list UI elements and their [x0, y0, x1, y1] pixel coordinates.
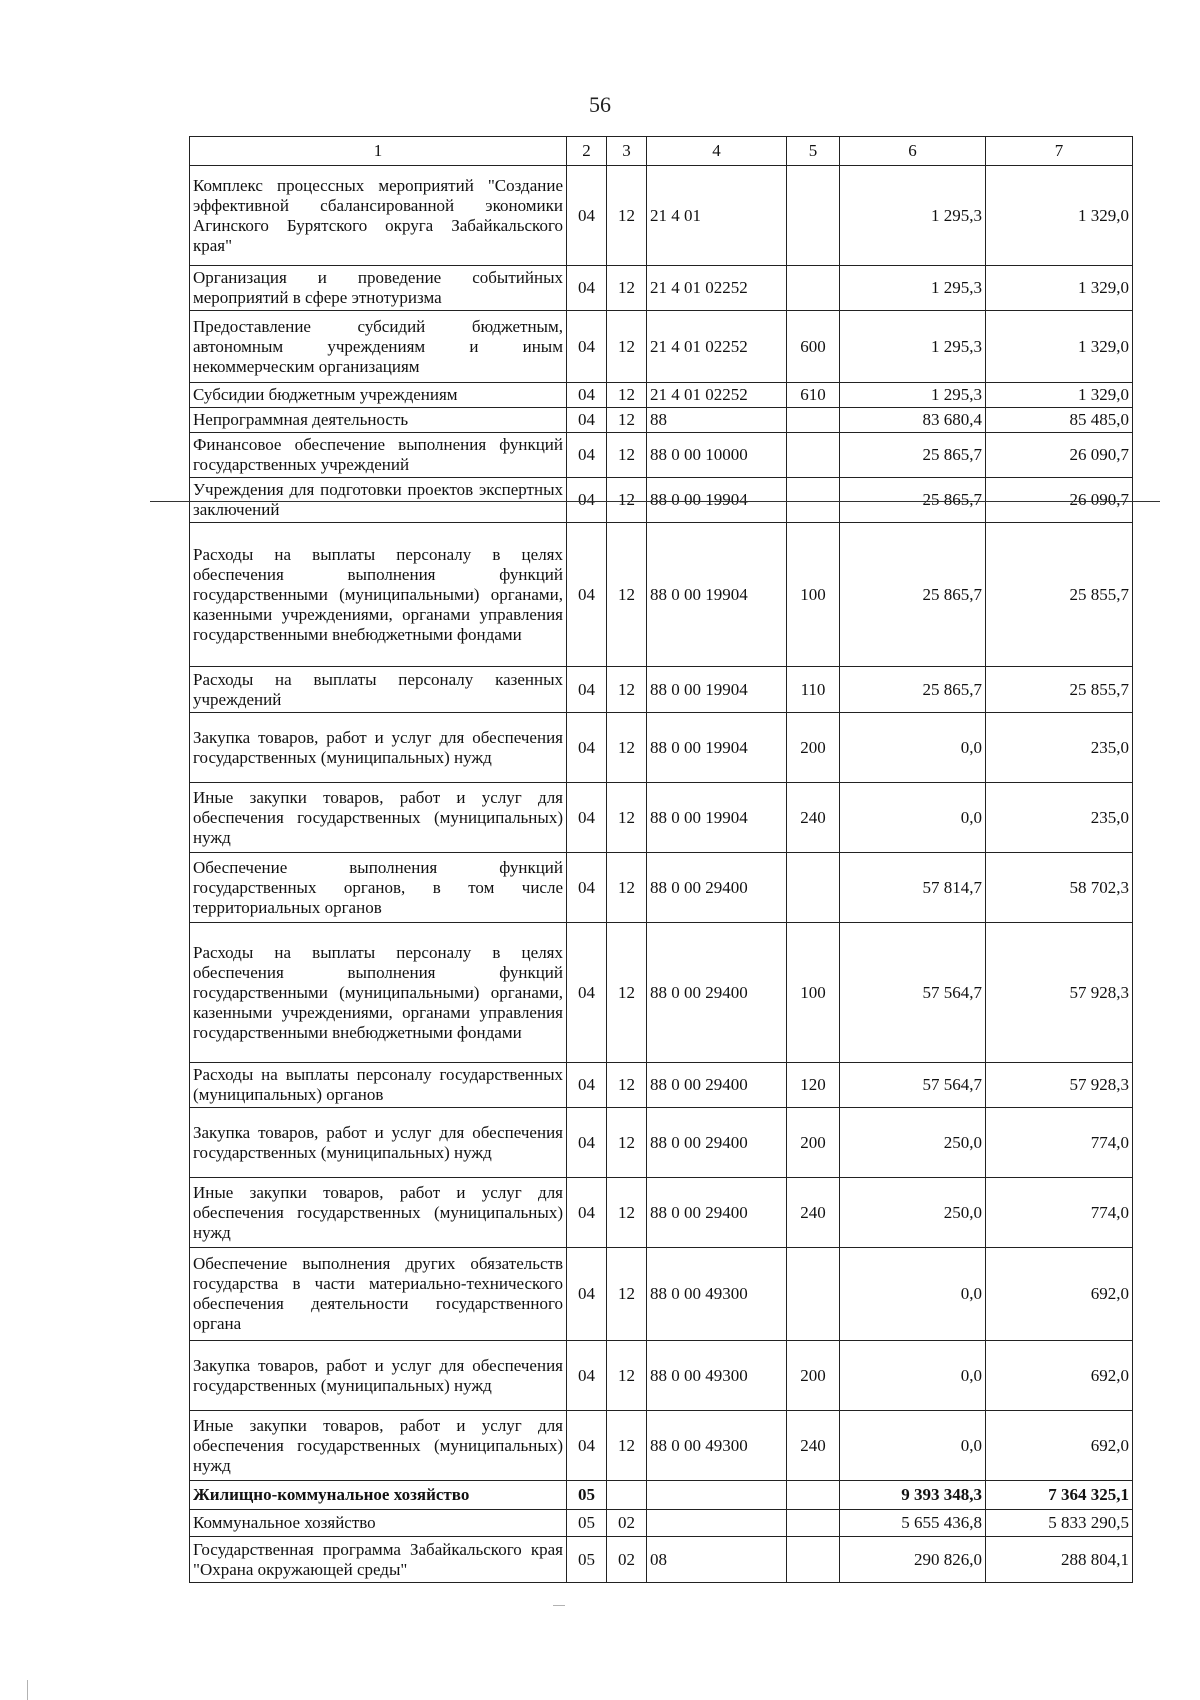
row-expense-type: 240 — [787, 1178, 840, 1248]
row-value-7: 57 928,3 — [986, 1063, 1133, 1108]
row-name: Иные закупки товаров, работ и услуг для обеспечения государственных (муниципальных) нужд — [190, 1411, 567, 1481]
row-value-6: 0,0 — [840, 1248, 986, 1341]
row-value-6: 25 865,7 — [840, 523, 986, 667]
row-target-article: 88 0 00 49300 — [647, 1341, 787, 1411]
row-value-6: 1 295,3 — [840, 266, 986, 311]
row-section: 04 — [567, 713, 607, 783]
row-value-7: 1 329,0 — [986, 311, 1133, 383]
row-subsection: 12 — [607, 1108, 647, 1178]
row-name: Расходы на выплаты персоналу в целях обеспечения выполнения функций государственными (муниципальными) органами, казенными учреждениями, органами управления государственными внебюджетными фондами — [190, 923, 567, 1063]
row-value-6: 25 865,7 — [840, 667, 986, 713]
row-expense-type — [787, 1481, 840, 1510]
row-value-7: 7 364 325,1 — [986, 1481, 1133, 1510]
row-expense-type — [787, 433, 840, 478]
row-name: Организация и проведение событийных мероприятий в сфере этнотуризма — [190, 266, 567, 311]
row-subsection: 12 — [607, 1178, 647, 1248]
row-target-article: 88 0 00 29400 — [647, 1108, 787, 1178]
row-section: 04 — [567, 923, 607, 1063]
row-expense-type: 240 — [787, 783, 840, 853]
row-section: 04 — [567, 667, 607, 713]
row-subsection: 12 — [607, 713, 647, 783]
column-header: 2 — [567, 137, 607, 166]
row-section: 04 — [567, 523, 607, 667]
row-subsection: 12 — [607, 923, 647, 1063]
row-value-6: 57 564,7 — [840, 923, 986, 1063]
row-value-6: 0,0 — [840, 713, 986, 783]
row-subsection: 12 — [607, 1248, 647, 1341]
table-row — [190, 266, 1133, 311]
row-name: Закупка товаров, работ и услуг для обеспечения государственных (муниципальных) нужд — [190, 1341, 567, 1411]
column-header: 4 — [647, 137, 787, 166]
row-target-article: 88 0 00 10000 — [647, 433, 787, 478]
table-row — [190, 853, 1133, 923]
row-value-7: 692,0 — [986, 1341, 1133, 1411]
row-name: Обеспечение выполнения функций государственных органов, в том числе территориальных органов — [190, 853, 567, 923]
column-header: 5 — [787, 137, 840, 166]
row-name: Расходы на выплаты персоналу в целях обеспечения выполнения функций государственными (муниципальными) органами, казенными учреждениями, органами управления государственными внебюджетными фондами — [190, 523, 567, 667]
row-value-6: 250,0 — [840, 1108, 986, 1178]
column-header: 1 — [190, 137, 567, 166]
row-subsection: 12 — [607, 523, 647, 667]
row-target-article: 88 0 00 29400 — [647, 923, 787, 1063]
row-value-6: 9 393 348,3 — [840, 1481, 986, 1510]
row-value-6: 0,0 — [840, 1341, 986, 1411]
row-subsection: 12 — [607, 408, 647, 433]
table-row — [190, 923, 1133, 1063]
row-section: 04 — [567, 1108, 607, 1178]
table-row — [190, 433, 1133, 478]
row-name: Комплекс процессных мероприятий "Создание эффективной сбалансированной экономики Агинского Бурятского округа Забайкальского края" — [190, 166, 567, 266]
row-subsection: 12 — [607, 1411, 647, 1481]
row-section: 04 — [567, 433, 607, 478]
row-expense-type: 610 — [787, 383, 840, 408]
row-value-7: 1 329,0 — [986, 383, 1133, 408]
row-value-6: 0,0 — [840, 1411, 986, 1481]
row-target-article: 88 — [647, 408, 787, 433]
row-name: Закупка товаров, работ и услуг для обеспечения государственных (муниципальных) нужд — [190, 1108, 567, 1178]
row-target-article: 88 0 00 49300 — [647, 1411, 787, 1481]
table-row — [190, 166, 1133, 266]
row-target-article: 88 0 00 19904 — [647, 713, 787, 783]
row-target-article: 88 0 00 19904 — [647, 783, 787, 853]
row-value-6: 1 295,3 — [840, 311, 986, 383]
row-expense-type: 240 — [787, 1411, 840, 1481]
row-value-6: 57 814,7 — [840, 853, 986, 923]
row-subsection: 12 — [607, 383, 647, 408]
row-subsection: 12 — [607, 783, 647, 853]
table-row — [190, 1178, 1133, 1248]
column-header: 7 — [986, 137, 1133, 166]
row-target-article: 21 4 01 02252 — [647, 383, 787, 408]
row-subsection: 12 — [607, 478, 647, 523]
row-name: Расходы на выплаты персоналу казенных учреждений — [190, 667, 567, 713]
row-target-article — [647, 1481, 787, 1510]
row-value-6: 83 680,4 — [840, 408, 986, 433]
row-value-7: 5 833 290,5 — [986, 1510, 1133, 1537]
row-target-article: 88 0 00 19904 — [647, 667, 787, 713]
row-subsection: 12 — [607, 433, 647, 478]
row-target-article: 88 0 00 29400 — [647, 1178, 787, 1248]
row-target-article: 88 0 00 29400 — [647, 1063, 787, 1108]
budget-table — [189, 136, 1133, 1583]
row-name: Государственная программа Забайкальского края "Охрана окружающей среды" — [190, 1537, 567, 1583]
row-value-7: 1 329,0 — [986, 266, 1133, 311]
table-row — [190, 1341, 1133, 1411]
table-row — [190, 783, 1133, 853]
table-row — [190, 311, 1133, 383]
row-value-7: 25 855,7 — [986, 667, 1133, 713]
row-target-article: 21 4 01 02252 — [647, 311, 787, 383]
row-expense-type: 100 — [787, 523, 840, 667]
row-value-7: 57 928,3 — [986, 923, 1133, 1063]
row-expense-type — [787, 266, 840, 311]
row-value-7: 58 702,3 — [986, 853, 1133, 923]
table-row — [190, 713, 1133, 783]
row-expense-type — [787, 853, 840, 923]
row-subsection: 12 — [607, 266, 647, 311]
row-name: Закупка товаров, работ и услуг для обеспечения государственных (муниципальных) нужд — [190, 713, 567, 783]
row-name: Коммунальное хозяйство — [190, 1510, 567, 1537]
row-section: 05 — [567, 1481, 607, 1510]
row-value-7: 26 090,7 — [986, 433, 1133, 478]
row-expense-type — [787, 1248, 840, 1341]
row-value-6: 290 826,0 — [840, 1537, 986, 1583]
row-value-7: 692,0 — [986, 1411, 1133, 1481]
row-value-7: 26 090,7 — [986, 478, 1133, 523]
row-expense-type: 100 — [787, 923, 840, 1063]
row-value-7: 85 485,0 — [986, 408, 1133, 433]
row-name: Финансовое обеспечение выполнения функций государственных учреждений — [190, 433, 567, 478]
row-section: 04 — [567, 853, 607, 923]
row-subsection: 12 — [607, 667, 647, 713]
row-subsection: 02 — [607, 1510, 647, 1537]
row-name: Непрограммная деятельность — [190, 408, 567, 433]
table-row — [190, 1411, 1133, 1481]
row-section: 04 — [567, 166, 607, 266]
row-value-6: 1 295,3 — [840, 166, 986, 266]
row-value-7: 235,0 — [986, 783, 1133, 853]
row-value-7: 235,0 — [986, 713, 1133, 783]
row-subsection: 02 — [607, 1537, 647, 1583]
row-expense-type: 200 — [787, 1341, 840, 1411]
table-header-row — [190, 137, 1133, 166]
table-row — [190, 478, 1133, 523]
row-name: Субсидии бюджетным учреждениям — [190, 383, 567, 408]
row-value-7: 1 329,0 — [986, 166, 1133, 266]
row-section: 04 — [567, 783, 607, 853]
row-subsection: 12 — [607, 166, 647, 266]
row-expense-type: 200 — [787, 713, 840, 783]
row-expense-type — [787, 1537, 840, 1583]
table-row — [190, 1063, 1133, 1108]
row-name: Расходы на выплаты персоналу государственных (муниципальных) органов — [190, 1063, 567, 1108]
row-subsection: 12 — [607, 1063, 647, 1108]
row-value-6: 5 655 436,8 — [840, 1510, 986, 1537]
row-name: Жилищно-коммунальное хозяйство — [190, 1481, 567, 1510]
table-row — [190, 523, 1133, 667]
row-value-7: 774,0 — [986, 1178, 1133, 1248]
row-expense-type — [787, 478, 840, 523]
row-section: 04 — [567, 1341, 607, 1411]
row-value-6: 25 865,7 — [840, 433, 986, 478]
row-section: 04 — [567, 1248, 607, 1341]
row-value-6: 1 295,3 — [840, 383, 986, 408]
row-expense-type: 120 — [787, 1063, 840, 1108]
row-expense-type — [787, 408, 840, 433]
row-value-6: 0,0 — [840, 783, 986, 853]
row-value-6: 25 865,7 — [840, 478, 986, 523]
row-subsection — [607, 1481, 647, 1510]
row-section: 04 — [567, 1063, 607, 1108]
row-target-article: 88 0 00 49300 — [647, 1248, 787, 1341]
table-row — [190, 1537, 1133, 1583]
row-expense-type: 110 — [787, 667, 840, 713]
table-row — [190, 408, 1133, 433]
page-number: 56 — [589, 92, 611, 117]
row-expense-type: 600 — [787, 311, 840, 383]
column-header: 6 — [840, 137, 986, 166]
table-row — [190, 1510, 1133, 1537]
row-value-7: 774,0 — [986, 1108, 1133, 1178]
scan-edge-mark — [27, 1680, 28, 1700]
row-name: Иные закупки товаров, работ и услуг для обеспечения государственных (муниципальных) нужд — [190, 1178, 567, 1248]
table-row — [190, 383, 1133, 408]
column-header: 3 — [607, 137, 647, 166]
table-row — [190, 667, 1133, 713]
row-target-article: 88 0 00 29400 — [647, 853, 787, 923]
row-value-7: 692,0 — [986, 1248, 1133, 1341]
table-row — [190, 1481, 1133, 1510]
row-section: 04 — [567, 408, 607, 433]
row-target-article: 08 — [647, 1537, 787, 1583]
row-value-6: 250,0 — [840, 1178, 986, 1248]
row-section: 04 — [567, 266, 607, 311]
row-section: 04 — [567, 311, 607, 383]
row-target-article: 88 0 00 19904 — [647, 523, 787, 667]
row-subsection: 12 — [607, 853, 647, 923]
row-section: 04 — [567, 1178, 607, 1248]
row-section: 04 — [567, 478, 607, 523]
row-target-article: 88 0 00 19904 — [647, 478, 787, 523]
row-name: Обеспечение выполнения других обязательств государства в части материально-технического обеспечения деятельности государственного органа — [190, 1248, 567, 1341]
row-subsection: 12 — [607, 311, 647, 383]
row-target-article: 21 4 01 — [647, 166, 787, 266]
row-subsection: 12 — [607, 1341, 647, 1411]
row-section: 04 — [567, 383, 607, 408]
row-expense-type: 200 — [787, 1108, 840, 1178]
row-name: Иные закупки товаров, работ и услуг для обеспечения государственных (муниципальных) нужд — [190, 783, 567, 853]
strikethrough-line — [150, 501, 1160, 502]
table-row — [190, 1108, 1133, 1178]
row-target-article: 21 4 01 02252 — [647, 266, 787, 311]
row-name: Предоставление субсидий бюджетным, автономным учреждениям и иным некоммерческим организациям — [190, 311, 567, 383]
row-expense-type — [787, 166, 840, 266]
table-row — [190, 1248, 1133, 1341]
row-value-6: 57 564,7 — [840, 1063, 986, 1108]
row-expense-type — [787, 1510, 840, 1537]
row-section: 05 — [567, 1510, 607, 1537]
row-name: Учреждения для подготовки проектов экспертных заключений — [190, 478, 567, 523]
row-value-7: 25 855,7 — [986, 523, 1133, 667]
row-section: 05 — [567, 1537, 607, 1583]
scan-dash-mark — [553, 1605, 565, 1606]
row-target-article — [647, 1510, 787, 1537]
row-section: 04 — [567, 1411, 607, 1481]
row-value-7: 288 804,1 — [986, 1537, 1133, 1583]
